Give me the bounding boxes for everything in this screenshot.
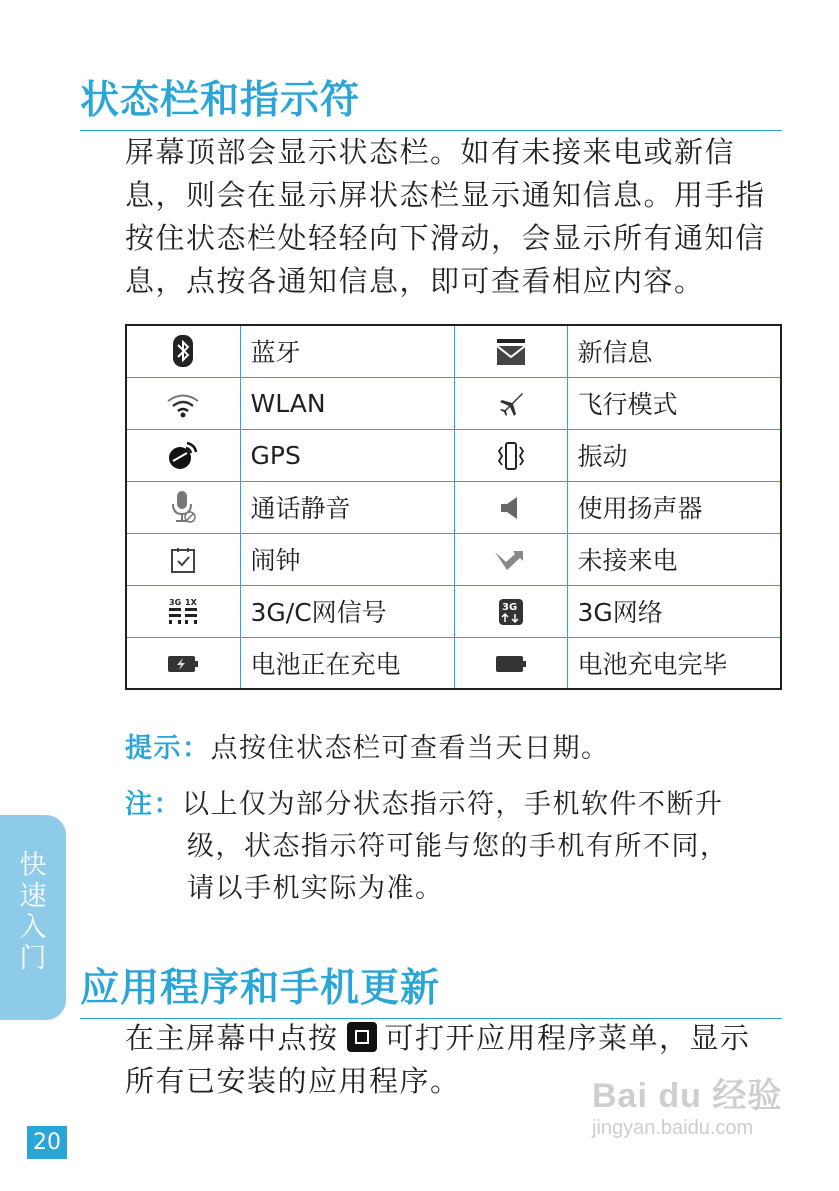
label-gps: GPS — [240, 429, 454, 481]
note-line — [125, 784, 785, 826]
speaker-icon — [497, 494, 525, 522]
watermark-url: jingyan.baidu.com — [592, 1117, 754, 1139]
airplane-mode-icon — [497, 390, 525, 418]
icon-cell — [126, 585, 240, 637]
table-row — [126, 325, 781, 377]
paragraph-line-start: 在主屏幕中点按 — [125, 1021, 339, 1055]
note-line: 级，状态指示符可能与您的手机有所不同， — [187, 831, 729, 862]
side-tab-char: 入 — [19, 912, 47, 943]
paragraph-line — [125, 1017, 785, 1060]
table-row — [126, 533, 781, 585]
label-airplane-mode: 飞行模式 — [567, 377, 781, 429]
section-title-status-bar: 状态栏和指示符 — [80, 78, 782, 131]
signal-1x-label: 1X — [185, 597, 197, 607]
tip-text — [125, 728, 610, 770]
signal-3g-icon — [167, 597, 199, 627]
signal-3g-label: 3G — [169, 597, 182, 607]
table-row — [126, 585, 781, 637]
paragraph-line: 屏幕顶部会显示状态栏。如有未接来电或新信 — [125, 135, 736, 169]
label-mic-mute: 通话静音 — [240, 481, 454, 533]
table-row — [126, 429, 781, 481]
paragraph-line-end: 可打开应用程序菜单，显示 — [384, 1021, 751, 1055]
paragraph-line: 息，则会在显示屏状态栏显示通知信息。用手指 — [125, 178, 766, 212]
mic-mute-icon — [168, 490, 198, 524]
paragraph-line: 按住状态栏处轻轻向下滑动，会显示所有通知信 — [125, 221, 766, 255]
paragraph-line: 息，点按各通知信息，即可查看相应内容。 — [125, 264, 705, 298]
battery-full-icon — [495, 654, 527, 674]
icon-cell — [126, 377, 240, 429]
side-tab-char: 门 — [19, 943, 47, 974]
label-missed-call: 未接来电 — [567, 533, 781, 585]
status-icon-table — [125, 324, 782, 690]
icon-cell — [454, 429, 567, 481]
new-message-icon — [496, 338, 526, 366]
paragraph-line: 所有已安装的应用程序。 — [125, 1064, 461, 1098]
icon-cell — [454, 377, 567, 429]
section-title-apps-updates: 应用程序和手机更新 — [80, 966, 782, 1019]
icon-cell — [126, 637, 240, 689]
network-3g-icon — [498, 598, 524, 626]
battery-charging-icon — [167, 654, 199, 674]
side-tab-char: 快 — [19, 850, 47, 881]
table-row — [126, 481, 781, 533]
tip-label: 提示： — [125, 733, 211, 764]
icon-cell — [126, 325, 240, 377]
missed-call-icon — [493, 548, 529, 574]
tip-body: 点按住状态栏可查看当天日期。 — [210, 733, 610, 764]
note-line-text: 以上仅为部分状态指示符，手机软件不断升 — [182, 789, 724, 820]
table-row — [126, 377, 781, 429]
network-3g-label: 3G — [501, 602, 517, 613]
label-battery-full: 电池充电完毕 — [567, 637, 781, 689]
menu-key-icon — [347, 1022, 377, 1052]
icon-cell — [126, 533, 240, 585]
label-new-message: 新信息 — [567, 325, 781, 377]
page-number: 20 — [27, 1126, 67, 1159]
label-3g-c-signal: 3G/C网信号 — [240, 585, 454, 637]
label-wlan: WLAN — [240, 377, 454, 429]
note-text — [125, 784, 785, 910]
icon-cell — [454, 325, 567, 377]
icon-cell — [126, 481, 240, 533]
label-speaker: 使用扬声器 — [567, 481, 781, 533]
wlan-icon — [165, 392, 201, 418]
side-tab-char: 速 — [19, 881, 47, 912]
bluetooth-icon — [172, 334, 194, 368]
note-label: 注： — [125, 789, 182, 820]
watermark — [592, 1068, 792, 1158]
label-battery-charging: 电池正在充电 — [240, 637, 454, 689]
icon-cell — [126, 429, 240, 481]
note-line: 请以手机实际为准。 — [187, 873, 444, 904]
vibrate-icon — [495, 441, 527, 471]
gps-icon — [167, 439, 199, 471]
label-vibrate: 振动 — [567, 429, 781, 481]
label-alarm: 闹钟 — [240, 533, 454, 585]
alarm-icon — [170, 546, 196, 574]
label-bluetooth: 蓝牙 — [240, 325, 454, 377]
icon-cell — [454, 585, 567, 637]
watermark-logo: Bai du 经验 — [592, 1077, 783, 1115]
icon-cell — [454, 533, 567, 585]
icon-cell — [454, 637, 567, 689]
icon-cell — [454, 481, 567, 533]
side-tab-quick-start — [0, 815, 66, 1020]
status-bar-paragraph — [125, 131, 785, 303]
table-row — [126, 637, 781, 689]
label-3g-network: 3G网络 — [567, 585, 781, 637]
